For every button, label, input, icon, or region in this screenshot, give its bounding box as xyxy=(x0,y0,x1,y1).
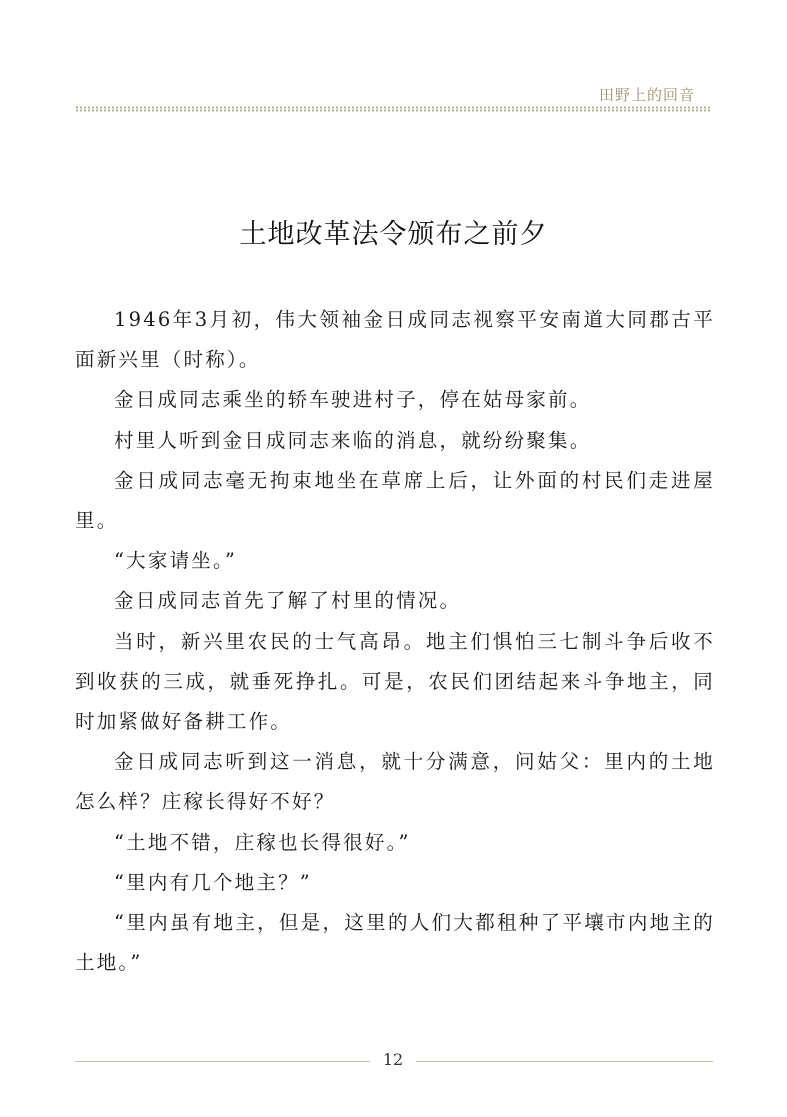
paragraph: 金日成同志毫无拘束地坐在草席上后，让外面的村民们走进屋里。 xyxy=(75,468,715,533)
body-text xyxy=(75,300,715,983)
paragraph: “大家请坐。” xyxy=(114,549,238,573)
paragraph: “里内有几个地主？” xyxy=(114,870,312,894)
paragraph: “里内虽有地主，但是，这里的人们大都租种了平壤市内地主的土地。” xyxy=(75,911,715,975)
paragraph: “土地不错，庄稼也长得很好。” xyxy=(114,830,411,854)
footer-rule-right xyxy=(416,1061,713,1062)
paragraph: 金日成同志乘坐的轿车驶进村子，停在姑母家前。 xyxy=(114,388,592,412)
paragraph: 1946年3月初，伟大领袖金日成同志视察平安南道大同郡古平面新兴里（时称）。 xyxy=(75,308,715,372)
header-dotted-rule xyxy=(75,106,712,112)
paragraph: 金日成同志首先了解了村里的情况。 xyxy=(114,589,462,613)
page-number: 12 xyxy=(382,1050,404,1069)
paragraph: 村里人听到金日成同志来临的消息，就纷纷聚集。 xyxy=(114,428,592,452)
footer-rule-left xyxy=(75,1061,370,1062)
book-title: 田野上的回音 xyxy=(598,86,695,104)
paragraph: 当时，新兴里农民的士气高昂。地主们惧怕三七制斗争后收不到收获的三成，就垂死挣扎。可是，农民们团结起来斗争地主，同时加紧做好备耕工作。 xyxy=(75,629,715,734)
paragraph: 金日成同志听到这一消息，就十分满意，问姑父：里内的土地怎么样？庄稼长得好不好？ xyxy=(75,750,715,814)
chapter-title: 土地改革法令颁布之前夕 xyxy=(239,219,548,250)
